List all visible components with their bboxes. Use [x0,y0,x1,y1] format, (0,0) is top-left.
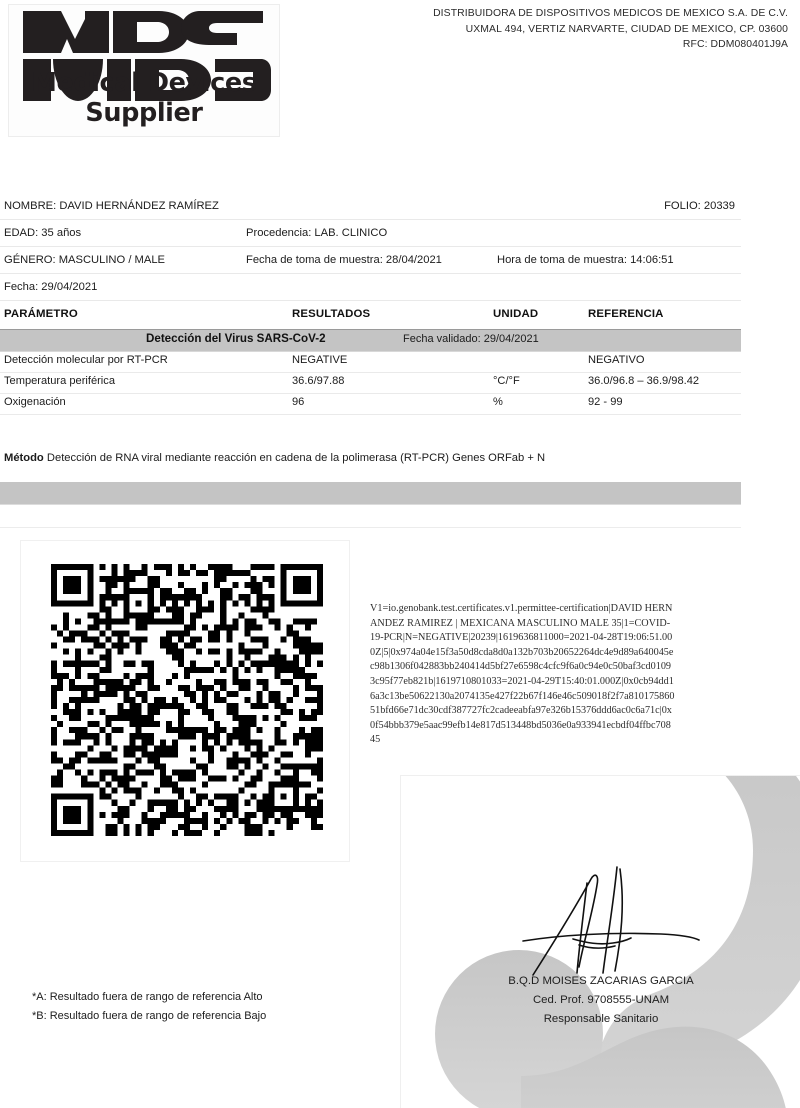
signatory-role: Responsable Sanitario [543,1013,659,1025]
column-header-parameter: PARÁMETRO [4,308,78,320]
folio-number: FOLIO: 20339 [664,200,735,212]
signature-caption [401,972,800,1029]
company-address-block [358,6,788,53]
qr-code-image [51,564,323,836]
group-title: Detección del Virus SARS-CoV-2 [146,332,326,345]
row-unit: % [493,396,503,408]
company-name: DISTRIBUIDORA DE DISPOSITIVOS MEDICOS DE MEXICO S.A. DE C.V. [433,8,788,19]
row-reference: 36.0/96.8 – 36.9/98.42 [588,375,700,387]
footnotes-section [32,988,266,1026]
report-date: Fecha: 29/04/2021 [4,281,98,293]
row-reference: 92 - 99 [588,396,623,408]
column-header-results: RESULTADOS [292,308,371,320]
sample-date: Fecha de toma de muestra: 28/04/2021 [246,254,442,266]
patient-info-section [0,198,800,306]
results-table [0,308,741,415]
column-header-reference: REFERENCIA [588,308,664,320]
row-unit: °C/°F [493,375,520,387]
row-reference: NEGATIVO [588,354,645,366]
row-result: 36.6/97.88 [292,375,345,387]
patient-row-report-date [0,279,741,301]
handwritten-signature [521,861,721,981]
table-header-row [0,308,741,330]
company-logo [8,4,280,137]
group-validated-date: Fecha validado: 29/04/2021 [403,333,539,345]
table-group-row [0,330,741,352]
patient-row-age [0,225,741,247]
signatory-name: B.Q.D MOISES ZACARIAS GARCIA [508,975,694,987]
row-parameter: Oxigenación [4,396,66,408]
footnote-low: *B: Resultado fuera de rango de referencia Bajo [32,1010,267,1022]
separator-band-gray [0,482,741,505]
logo-wordmark: Medical Devices Supplier [31,68,257,128]
certification-hash-text: V1=io.genobank.test.certificates.v1.permittee-certification|DAVID HERNANDEZ RAMIREZ | MEXICANA MASCULINO MALE 35|1=COVID-19-PCR|N=NEGATIVE|20239|1619636811000=2021-04-28T19:06:51.000Z|5|0x974a04e15f3a50d8cda8d0a132b703b20652264dc4e9d89a640045ec98b1306f042883bb240414d5bf27e6598c4cfc9f6a0c94e0c50baf3cd01093c95f77eb821b|1619710801033=2021-04-29T15:40:01.000Z|0x0cb94dd16a3c13be50622130a2074135e427f22b67f146e46c509018f2f7a81017586051bfd66e71dc30cdf387727fc2cadeeabfa97e326b15376ddd6ac0c6a71c|0x0f54bbb379e5aac99efb14e817d513448bd5036e0a933941ecbdf04ffbc70845 [370,603,675,746]
patient-gender: GÉNERO: MASCULINO / MALE [4,254,166,266]
company-rfc: RFC: DDM080401J9A [682,39,788,50]
footnote-high: *A: Resultado fuera de rango de referencia Alto [32,991,263,1003]
document-header [0,0,800,150]
table-row [0,394,741,415]
method-description: Detección de RNA viral mediante reacción en cadena de la polimerasa (RT-PCR) Genes ORFab + N [43,452,546,464]
separator-band-white [0,505,741,528]
row-parameter: Detección molecular por RT-PCR [4,354,168,366]
row-parameter: Temperatura periférica [4,375,115,387]
company-address: UXMAL 494, VERTIZ NARVARTE, CIUDAD DE MEXICO, CP. 03600 [465,23,788,35]
patient-age: EDAD: 35 años [4,227,82,239]
patient-row-name [0,198,741,220]
patient-row-gender [0,252,741,274]
method-label: Método [4,452,44,464]
patient-name: NOMBRE: DAVID HERNÁNDEZ RAMÍREZ [4,200,219,212]
sample-time: Hora de toma de muestra: 14:06:51 [497,254,674,266]
row-result: 96 [292,396,305,408]
qr-code-panel [20,540,350,862]
column-header-unit: UNIDAD [493,308,539,320]
signatory-license: Ced. Prof. 9708555-UNAM [532,994,670,1006]
method-line [4,452,545,464]
patient-origin: Procedencia: LAB. CLINICO [246,227,388,239]
table-row [0,352,741,373]
signature-panel [400,775,800,1108]
row-result: NEGATIVE [292,354,348,366]
table-row [0,373,741,394]
